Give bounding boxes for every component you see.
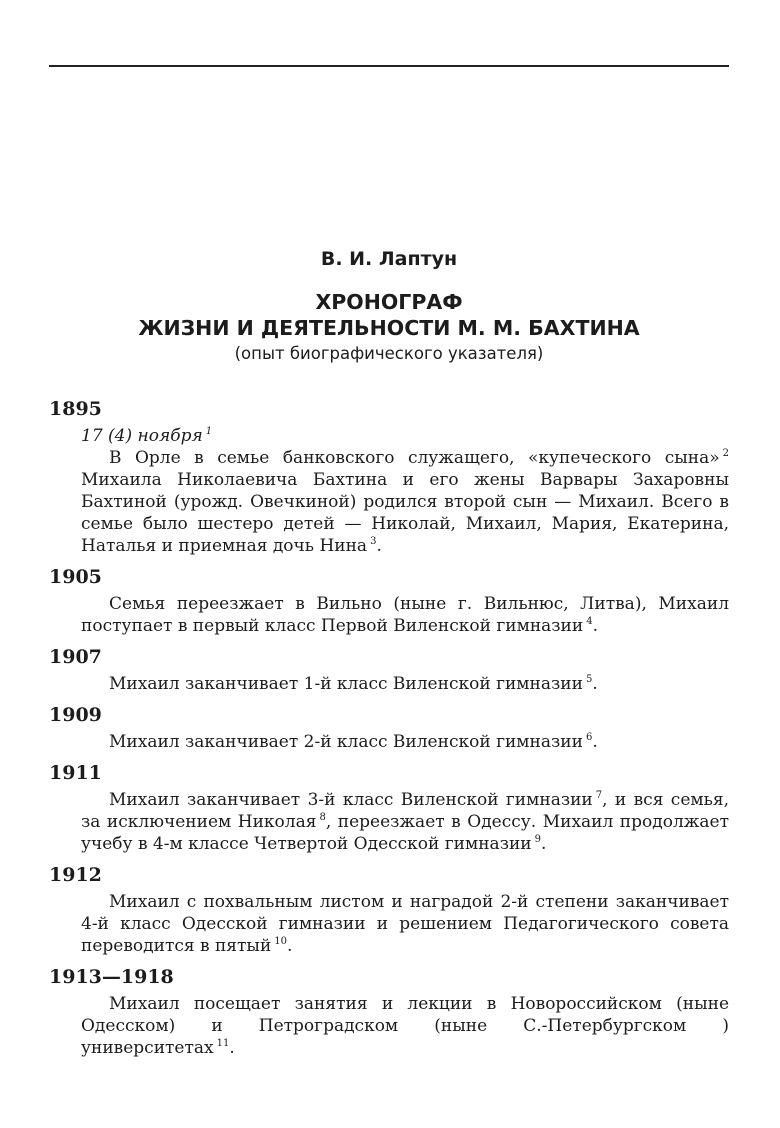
text-run: . — [592, 616, 598, 636]
year-heading: 1895 — [49, 398, 102, 420]
footnote-ref: 11 — [216, 1038, 230, 1049]
entry-1895 — [49, 397, 729, 557]
text-run: Михаил с похвальным листом и наградой 2-й степени заканчивает 4-й класс Одесской гимназии и решением Педагогического совета переводится в пятый — [81, 892, 729, 956]
entry-1909 — [49, 703, 729, 753]
text-run: В Орле в семье банковского служащего, «купеческого сына» — [109, 448, 720, 468]
entry-text — [81, 731, 729, 753]
footnote-ref: 2 — [722, 448, 729, 459]
text-run: . — [592, 674, 598, 694]
footnote-ref: 1 — [205, 426, 213, 437]
text-run: Михаила Николаевича Бахтина и его жены Варвары Захаровны Бахтиной (урожд. Овечкиной) родился второй сын — Михаил. Всего в семье было шестеро детей — Николай, Михаил, Мария, Екатерина, Наталья и приемная дочь Нина — [81, 470, 729, 556]
entry-1913-1918 — [49, 965, 729, 1059]
title-line-1: ХРОНОГРАФ — [315, 290, 463, 314]
text-run: Семья переезжает в Вильно (ныне г. Вильнюс, Литва), Михаил поступает в первый класс Первой Виленской гимназии — [81, 594, 729, 636]
text-run: Михаил заканчивает 2-й класс Виленской гимназии — [109, 732, 583, 752]
footnote-ref: 9 — [534, 834, 541, 845]
year-heading: 1909 — [49, 704, 102, 726]
text-run: . — [592, 732, 598, 752]
entry-1905 — [49, 565, 729, 637]
year-heading: 1911 — [49, 762, 102, 784]
year-heading: 1912 — [49, 864, 102, 886]
text-run: Михаил заканчивает 3-й класс Виленской гимназии — [109, 790, 593, 810]
footnote-ref: 3 — [370, 536, 377, 547]
text-run: Михаил заканчивает 1-й класс Виленской гимназии — [109, 674, 583, 694]
entry-text — [81, 789, 729, 855]
text-run: . — [287, 936, 293, 956]
footnote-ref: 7 — [595, 790, 603, 801]
year-heading: 1913—1918 — [49, 966, 174, 988]
entry-1907 — [49, 645, 729, 695]
entry-1911 — [49, 761, 729, 855]
article-header — [49, 247, 729, 365]
text-run: . — [229, 1038, 235, 1058]
text-run: , и вся семья, за исключением Николая — [81, 790, 729, 832]
year-heading: 1905 — [49, 566, 102, 588]
top-rule — [49, 65, 729, 67]
footnote-ref: 10 — [274, 936, 288, 947]
article-subtitle: (опыт биографического указателя) — [234, 344, 544, 363]
footnote-ref: 6 — [585, 732, 593, 743]
entry-text — [81, 891, 729, 957]
text-run: , переезжает в Одессу. Михаил продолжает учебу в 4-м классе Четвертой Одесской гимназии — [81, 812, 729, 854]
title-line-2: ЖИЗНИ И ДЕЯТЕЛЬНОСТИ М. М. БАХТИНА — [138, 316, 640, 340]
date-text: 17 (4) ноября — [81, 426, 203, 446]
article-title — [49, 289, 729, 341]
entry-text — [81, 447, 729, 557]
footnote-ref: 8 — [319, 812, 326, 823]
chronology — [49, 397, 729, 1067]
entry-date — [81, 425, 729, 447]
author-name: В. И. Лаптун — [320, 248, 458, 270]
text-run: . — [376, 536, 382, 556]
entry-1912 — [49, 863, 729, 957]
text-run: . — [541, 834, 547, 854]
entry-text — [81, 593, 729, 637]
text-run: Михаил посещает занятия и лекции в Новороссийском (ныне Одесском) и Петроградском (ныне С.-Петербургском ) университетах — [81, 994, 729, 1058]
entry-text — [81, 993, 729, 1059]
year-heading: 1907 — [49, 646, 102, 668]
footnote-ref: 5 — [585, 674, 593, 685]
entry-text — [81, 673, 729, 695]
footnote-ref: 4 — [586, 616, 593, 627]
